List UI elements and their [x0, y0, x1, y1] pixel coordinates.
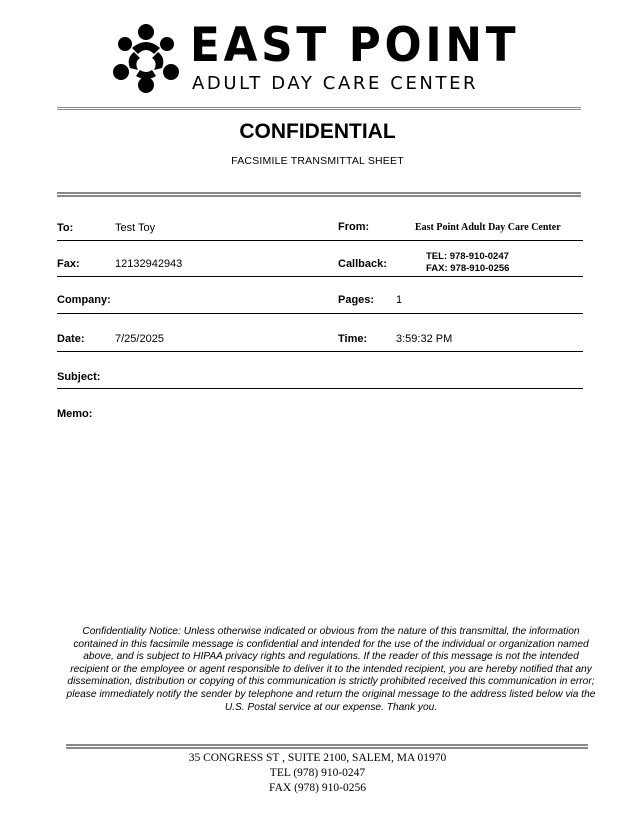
company-label: Company: — [57, 294, 111, 306]
memo-label: Memo: — [57, 408, 93, 420]
callback-fax: FAX: 978-910-0256 — [426, 263, 510, 274]
to-value: Test Toy — [115, 222, 156, 234]
row-divider — [57, 388, 583, 389]
subject-label: Subject: — [57, 371, 101, 383]
header-divider — [57, 107, 581, 110]
footer-divider — [66, 744, 588, 749]
callback-tel: TEL: 978-910-0247 — [426, 251, 509, 262]
time-value: 3:59:32 PM — [396, 333, 453, 345]
footer-fax: FAX (978) 910-0256 — [269, 782, 366, 794]
row-divider — [57, 351, 583, 352]
logo-subtitle: ADULT DAY CARE CENTER — [192, 73, 479, 94]
east-point-logo-icon — [112, 22, 180, 94]
footer-address: 35 CONGRESS ST , SUITE 2100, SALEM, MA 01970 — [188, 752, 447, 764]
confidentiality-notice: Confidentiality Notice: Unless otherwise indicated or obvious from the nature of this transmittal, the information contained in this facsimile message is confidential and intended for the use of the individual or organization named above, and is subject to HIPAA privacy rights and regulations. If the reader of this message is not the intended recipient or the employee or agent responsible to deliver it to the intended recipient, you are hereby notified that any dissemination, distribution or copying of this communication is strictly prohibited received this communication in error; please immediately notify the sender by telephone and return the original message to the address listed below via the U.S. Postal service at our expense. Thank you. — [66, 626, 596, 713]
fax-value: 12132942943 — [115, 258, 183, 270]
row-divider — [57, 240, 583, 241]
row-divider — [57, 313, 583, 314]
date-value: 7/25/2025 — [115, 333, 164, 345]
to-label: To: — [57, 222, 74, 234]
title-divider — [57, 192, 581, 197]
document-title: CONFIDENTIAL — [239, 120, 396, 143]
pages-value: 1 — [396, 294, 403, 306]
from-label: From: — [338, 221, 370, 233]
date-label: Date: — [57, 333, 85, 345]
callback-label: Callback: — [338, 258, 387, 270]
from-value: East Point Adult Day Care Center — [415, 222, 561, 233]
time-label: Time: — [338, 333, 368, 345]
logo-title: EAST POINT — [190, 18, 520, 73]
document-subtitle: FACSIMILE TRANSMITTAL SHEET — [231, 155, 404, 167]
footer-tel: TEL (978) 910-0247 — [269, 767, 366, 779]
pages-label: Pages: — [338, 294, 375, 306]
row-divider — [57, 276, 583, 277]
fax-label: Fax: — [57, 258, 80, 270]
